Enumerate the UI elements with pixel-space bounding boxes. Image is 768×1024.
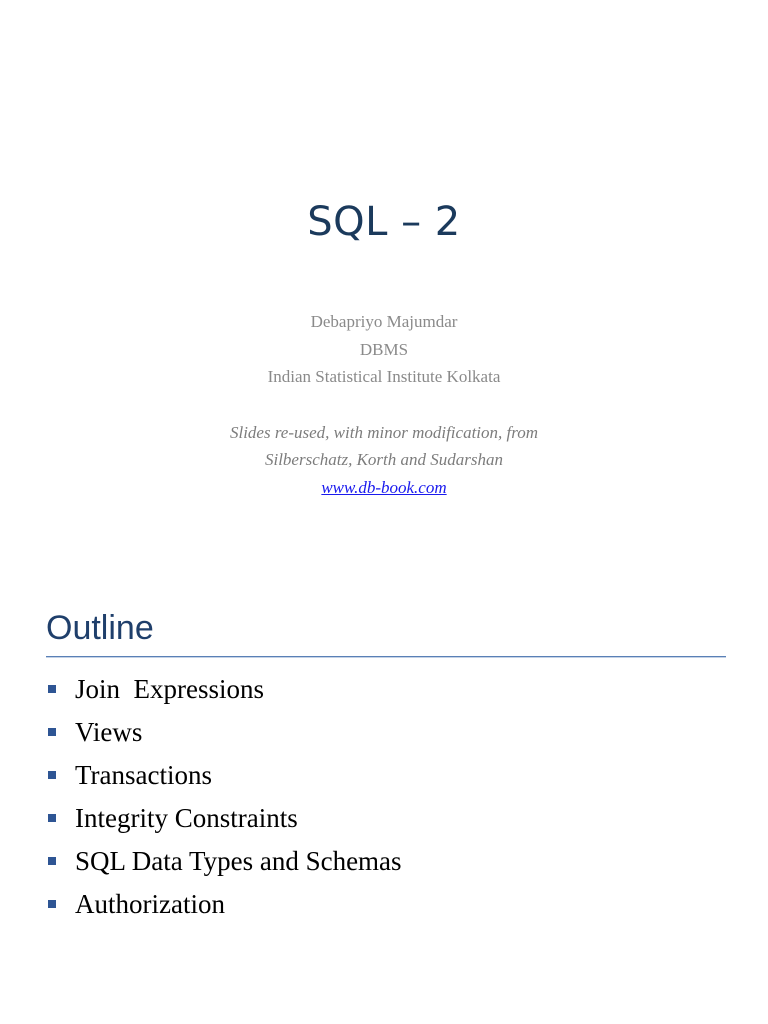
outline-divider: [46, 656, 726, 658]
square-bullet-icon: [48, 900, 56, 908]
course-name: DBMS: [359, 339, 409, 359]
institution-name: Indian Statistical Institute Kolkata: [267, 367, 501, 386]
outline-item-label: Views: [75, 717, 143, 747]
outline-item-sql-data-types: [46, 840, 402, 883]
square-bullet-icon: [48, 857, 56, 865]
outline-item-transactions: [46, 754, 402, 797]
outline-item-label: Authorization: [75, 889, 225, 919]
outline-heading: Outline: [46, 609, 154, 647]
db-book-link[interactable]: www.db-book.com: [321, 477, 447, 497]
slide-title: SQL – 2: [307, 199, 461, 245]
credit-note-line-1: Slides re-used, with minor modification, from: [229, 422, 539, 442]
outline-item-label: SQL Data Types and Schemas: [75, 846, 402, 876]
outline-item-authorization: [46, 883, 402, 926]
square-bullet-icon: [48, 814, 56, 822]
outline-item-integrity-constraints: [46, 797, 402, 840]
outline-item-views: [46, 711, 402, 754]
credits-spacer: [0, 391, 768, 419]
square-bullet-icon: [48, 771, 56, 779]
outline-item-label: Transactions: [75, 760, 213, 790]
credits-block: [0, 308, 768, 501]
square-bullet-icon: [48, 728, 56, 736]
outline-list: [46, 668, 402, 926]
credit-note-line-2: Silberschatz, Korth and Sudarshan: [264, 450, 504, 469]
outline-item-join-expressions: [46, 668, 402, 711]
outline-item-label: Integrity Constraints: [75, 803, 298, 833]
square-bullet-icon: [48, 685, 56, 693]
author-name: Debapriyo Majumdar: [310, 312, 458, 331]
outline-item-label: Join Expressions: [75, 674, 264, 704]
